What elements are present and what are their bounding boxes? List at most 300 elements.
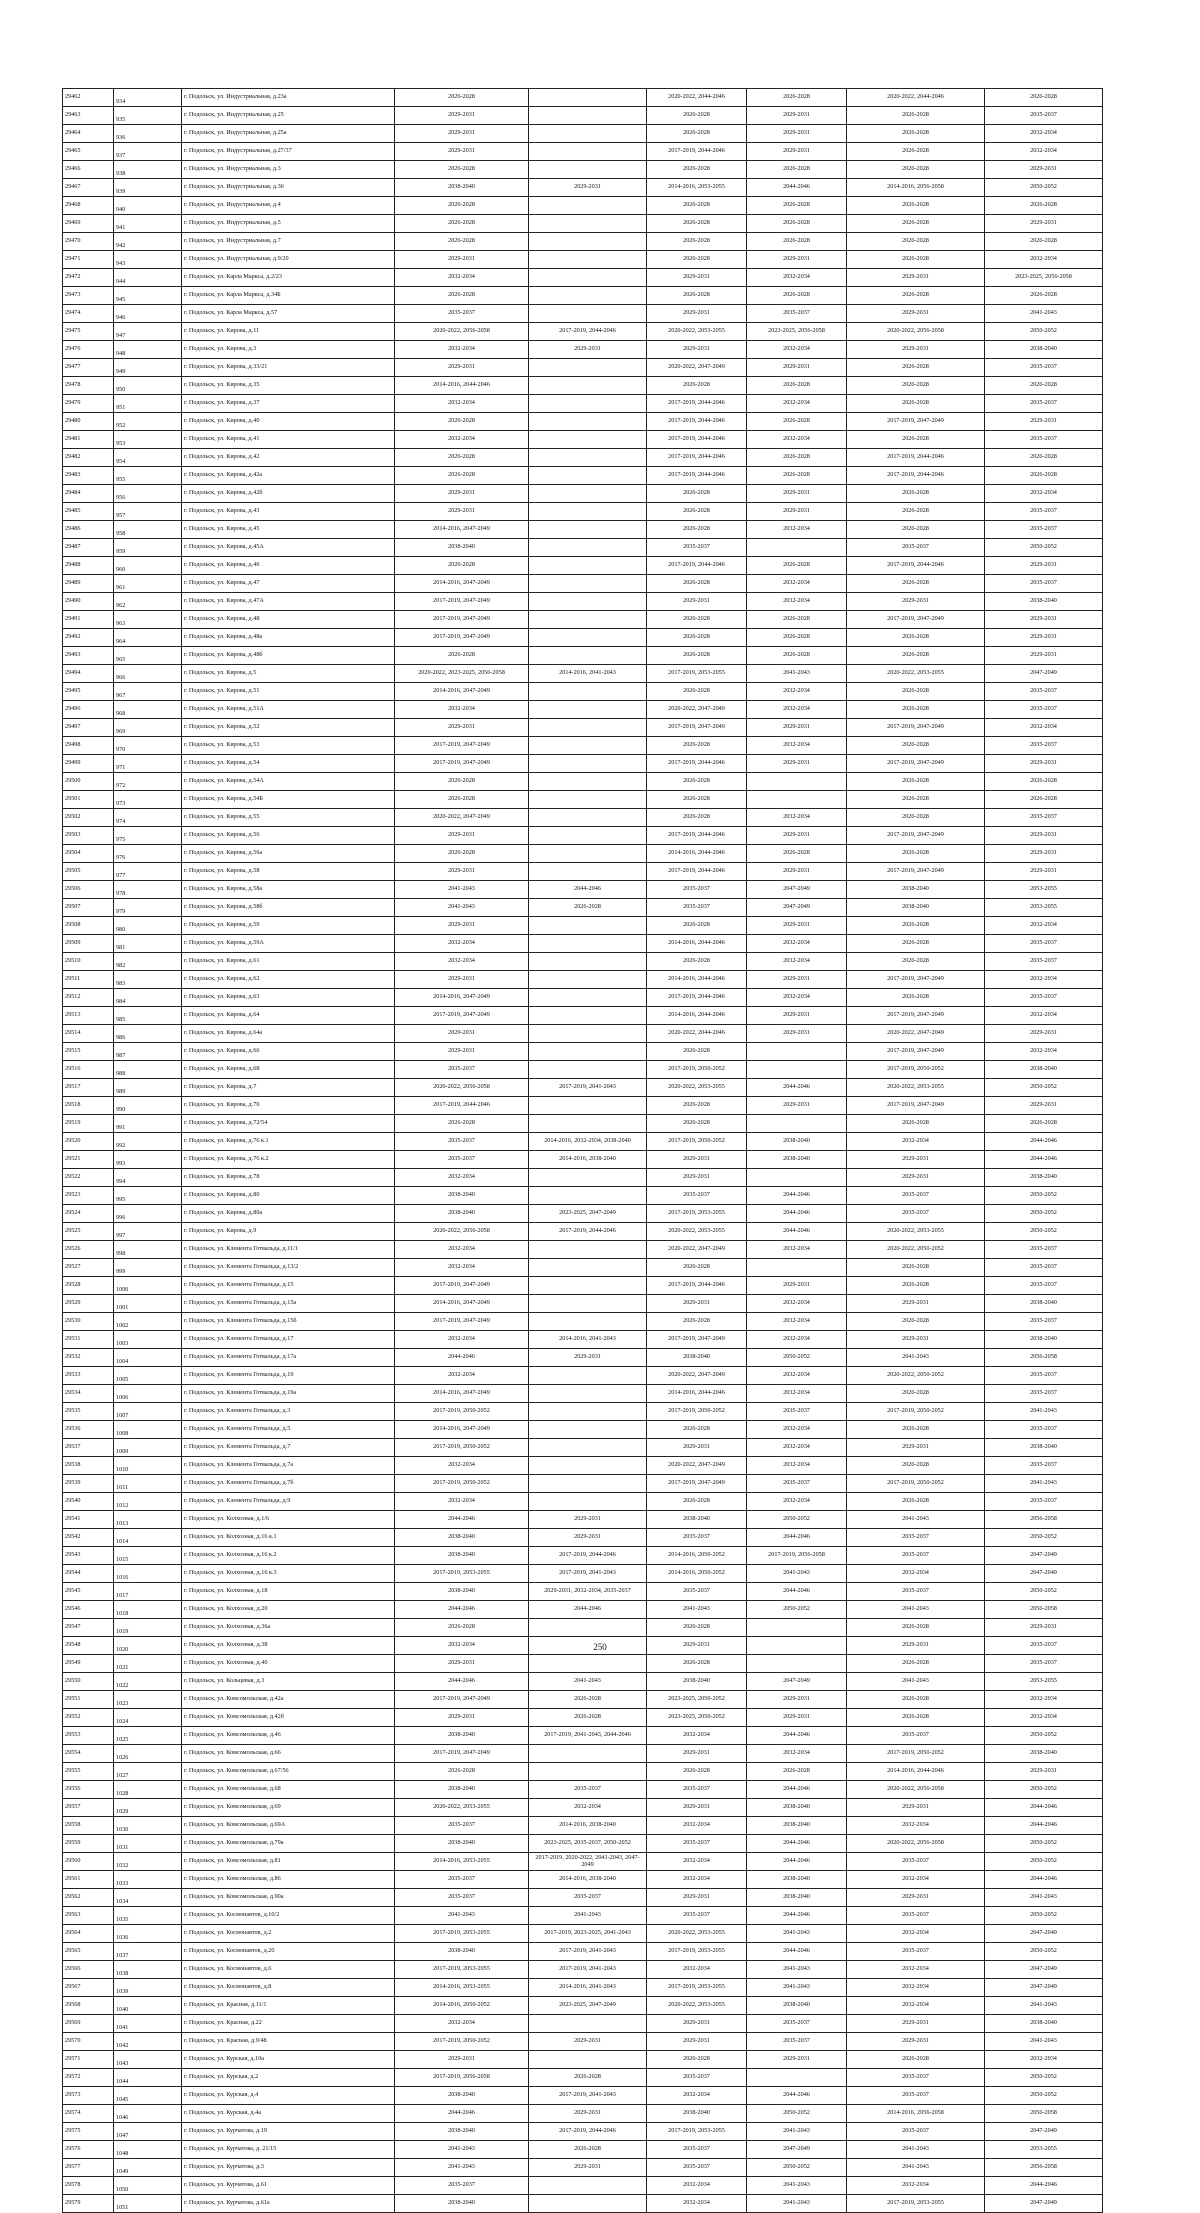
table-cell: 2017-2019, 2047-2049 [847, 755, 985, 773]
table-row [63, 953, 1103, 971]
table-cell: 2035-2037 [647, 2141, 747, 2159]
table-cell: 2032-2034 [747, 1421, 847, 1439]
table-cell: 973 [114, 791, 182, 809]
table-cell: 2029-2031 [847, 2015, 985, 2033]
table-cell: 2026-2028 [395, 1763, 529, 1781]
table-cell: 2035-2037 [395, 1133, 529, 1151]
table-cell: 2044-2046 [529, 881, 647, 899]
table-cell: 2017-2019, 2050-2052 [647, 1061, 747, 1079]
table-cell [747, 539, 847, 557]
table-row [63, 1601, 1103, 1619]
table-cell: 2035-2037 [647, 899, 747, 917]
table-cell: 2026-2028 [395, 845, 529, 863]
table-cell: г. Подольск, ул. Индустриальная, д.5 [182, 215, 395, 233]
table-cell: 2035-2037 [985, 1655, 1103, 1673]
table-cell: 2026-2028 [847, 1115, 985, 1133]
table-cell: 2035-2037 [847, 1529, 985, 1547]
table-row [63, 1547, 1103, 1565]
table-cell [529, 539, 647, 557]
table-cell: 2032-2034 [985, 2051, 1103, 2069]
table-cell: 2038-2040 [395, 1583, 529, 1601]
table-cell: 2032-2034 [395, 935, 529, 953]
table-cell: 2038-2040 [395, 539, 529, 557]
table-cell: г. Подольск, ул. Курская, д.4а [182, 2105, 395, 2123]
table-cell: г. Подольск, ул. Кирова, д.48 [182, 611, 395, 629]
table-cell: 2026-2028 [647, 629, 747, 647]
table-cell: 1032 [114, 1853, 182, 1871]
table-cell: 2044-2046 [747, 1205, 847, 1223]
table-cell [529, 953, 647, 971]
table-cell: 2035-2037 [847, 1727, 985, 1745]
table-cell: 2029-2031 [847, 1295, 985, 1313]
table-cell: 1040 [114, 1997, 182, 2015]
table-cell: 947 [114, 323, 182, 341]
table-cell: г. Подольск, ул. Курчатова, д.61 [182, 2177, 395, 2195]
table-cell [529, 989, 647, 1007]
table-cell: 2026-2028 [847, 1655, 985, 1673]
table-cell: 981 [114, 935, 182, 953]
table-cell [529, 1259, 647, 1277]
table-cell: 2023-2025, 2047-2049 [529, 1997, 647, 2015]
table-cell: 2026-2028 [847, 233, 985, 251]
table-row [63, 323, 1103, 341]
table-cell: 29464 [63, 125, 114, 143]
table-cell: г. Подольск, ул. Клемента Готвальда, д.15 [182, 1277, 395, 1295]
table-cell: г. Подольск, ул. Космонавтов, д.2 [182, 1925, 395, 1943]
table-row [63, 1385, 1103, 1403]
table-row [63, 971, 1103, 989]
table-row [63, 1007, 1103, 1025]
table-cell: 2035-2037 [647, 1907, 747, 1925]
table-cell: 1004 [114, 1349, 182, 1367]
table-cell: 954 [114, 449, 182, 467]
table-cell: 2044-2046 [395, 2105, 529, 2123]
table-cell: 29536 [63, 1421, 114, 1439]
table-cell: 2017-2019, 2044-2046 [647, 395, 747, 413]
table-cell: 29542 [63, 1529, 114, 1547]
table-cell: 2026-2028 [647, 737, 747, 755]
table-cell [747, 1619, 847, 1637]
table-cell [529, 1403, 647, 1421]
table-row [63, 1421, 1103, 1439]
table-cell: 2017-2019, 2047-2049 [395, 1277, 529, 1295]
table-cell: 2032-2034 [747, 1745, 847, 1763]
table-cell: 2038-2040 [747, 1799, 847, 1817]
table-cell: 2017-2019, 2050-2052 [847, 1061, 985, 1079]
table-row [63, 2177, 1103, 2195]
table-row [63, 2033, 1103, 2051]
table-cell: 2041-2043 [747, 1961, 847, 1979]
table-cell: 1031 [114, 1835, 182, 1853]
table-cell: 2026-2028 [847, 1709, 985, 1727]
table-cell: г. Подольск, ул. Колхозная, д.18 [182, 1583, 395, 1601]
table-cell: 2032-2034 [985, 1043, 1103, 1061]
table-cell: 2035-2037 [395, 1871, 529, 1889]
table-cell: 934 [114, 89, 182, 107]
table-cell: 2035-2037 [985, 1637, 1103, 1655]
table-cell: г. Подольск, ул. Кирова, д.61 [182, 953, 395, 971]
table-cell: 1045 [114, 2087, 182, 2105]
table-cell: 29516 [63, 1061, 114, 1079]
table-cell: г. Подольск, ул. Индустриальная, д.4 [182, 197, 395, 215]
table-cell: 2032-2034 [985, 1709, 1103, 1727]
table-cell: 2029-2031 [747, 755, 847, 773]
table-cell: 2029-2031 [647, 1745, 747, 1763]
table-cell: 29529 [63, 1295, 114, 1313]
table-cell: 2017-2019, 2044-2046 [647, 1277, 747, 1295]
table-cell: 29509 [63, 935, 114, 953]
table-cell: 949 [114, 359, 182, 377]
table-cell: 2017-2019, 2044-2046 [847, 557, 985, 575]
table-cell: 2029-2031 [529, 1349, 647, 1367]
table-cell: 2032-2034 [985, 917, 1103, 935]
table-cell: г. Подольск, ул. Кирова, д.48б [182, 647, 395, 665]
table-body [63, 89, 1103, 2213]
table-cell: 2032-2034 [985, 1007, 1103, 1025]
table-row [63, 467, 1103, 485]
table-cell: 2053-2055 [985, 1673, 1103, 1691]
table-cell: 2026-2028 [847, 1385, 985, 1403]
table-cell: г. Подольск, ул. Комсомольская, д.66 [182, 1745, 395, 1763]
table-cell: г. Подольск, ул. Кирова, д.37 [182, 395, 395, 413]
table-row [63, 881, 1103, 899]
table-cell: 2029-2031 [395, 125, 529, 143]
table-cell: 2032-2034 [395, 395, 529, 413]
table-cell: 29568 [63, 1997, 114, 2015]
table-cell: 2047-2049 [747, 1673, 847, 1691]
table-cell: 2035-2037 [847, 1907, 985, 1925]
table-cell: 996 [114, 1205, 182, 1223]
table-cell: 2032-2034 [647, 2087, 747, 2105]
table-cell: 2026-2028 [847, 647, 985, 665]
table-cell: 2041-2043 [395, 899, 529, 917]
table-cell [747, 1259, 847, 1277]
table-cell [747, 1061, 847, 1079]
table-cell: 2029-2031 [747, 2051, 847, 2069]
table-cell: 2014-2016, 2044-2046 [647, 1385, 747, 1403]
table-cell: 2026-2028 [847, 377, 985, 395]
table-cell: 29490 [63, 593, 114, 611]
table-cell: 2026-2028 [395, 215, 529, 233]
table-cell: 2014-2016, 2038-2040 [529, 1817, 647, 1835]
table-cell: г. Подольск, ул. Клемента Готвальда, д.7а [182, 1457, 395, 1475]
table-row [63, 1709, 1103, 1727]
table-cell: 2044-2046 [747, 1583, 847, 1601]
table-cell: г. Подольск, ул. Кирова, д.58а [182, 881, 395, 899]
table-cell: 2029-2031 [985, 1619, 1103, 1637]
table-cell: 2050-2052 [747, 2159, 847, 2177]
table-cell: 2029-2031 [529, 1511, 647, 1529]
table-cell: 29570 [63, 2033, 114, 2051]
table-cell: 2026-2028 [647, 215, 747, 233]
table-cell: 2035-2037 [647, 1835, 747, 1853]
table-cell [529, 683, 647, 701]
table-cell: г. Подольск, ул. Кирова, д.35 [182, 377, 395, 395]
table-cell: 1006 [114, 1385, 182, 1403]
table-cell: 29475 [63, 323, 114, 341]
table-cell: г. Подольск, ул. Карла Маркса, д.57 [182, 305, 395, 323]
table-cell: 2020-2022, 2056-2058 [847, 323, 985, 341]
table-cell: 2056-2058 [985, 1511, 1103, 1529]
table-cell: 2050-2052 [985, 2087, 1103, 2105]
table-cell: 2026-2028 [747, 611, 847, 629]
table-cell: 2014-2016, 2053-2055 [395, 1853, 529, 1871]
table-cell: 2044-2046 [747, 1853, 847, 1871]
table-cell [747, 1169, 847, 1187]
table-row [63, 899, 1103, 917]
table-cell [529, 521, 647, 539]
table-cell: 29503 [63, 827, 114, 845]
table-cell: 2026-2028 [647, 575, 747, 593]
table-cell: 2038-2040 [747, 1997, 847, 2015]
table-cell: 2047-2049 [985, 1979, 1103, 1997]
table-cell: 2038-2040 [395, 2123, 529, 2141]
table-cell: 1021 [114, 1655, 182, 1673]
table-cell: 2029-2031 [985, 611, 1103, 629]
table-cell: 2050-2052 [747, 1601, 847, 1619]
table-cell: г. Подольск, ул. Кирова, д.58б [182, 899, 395, 917]
table-cell: 2029-2031 [647, 341, 747, 359]
table-cell: г. Подольск, ул. Кирова, д.48а [182, 629, 395, 647]
table-cell: 2026-2028 [747, 287, 847, 305]
table-cell: 2029-2031 [985, 863, 1103, 881]
table-cell: 2017-2019, 2041-2043 [529, 1961, 647, 1979]
table-cell: 1024 [114, 1709, 182, 1727]
table-cell: 939 [114, 179, 182, 197]
table-cell [529, 719, 647, 737]
table-cell [529, 1277, 647, 1295]
table-cell: г. Подольск, ул. Клемента Готвальда, д.17 [182, 1331, 395, 1349]
table-cell: 2044-2046 [747, 2087, 847, 2105]
table-cell [529, 107, 647, 125]
table-cell: 2026-2028 [747, 845, 847, 863]
table-cell: 2032-2034 [395, 1331, 529, 1349]
table-cell: 2029-2031 [985, 647, 1103, 665]
table-cell [529, 1763, 647, 1781]
table-cell: 2026-2028 [847, 809, 985, 827]
table-cell: г. Подольск, ул. Клемента Готвальда, д.11/1 [182, 1241, 395, 1259]
table-cell: 2032-2034 [395, 341, 529, 359]
table-cell: 2026-2028 [985, 467, 1103, 485]
table-cell: 2017-2019, 2044-2046 [529, 323, 647, 341]
table-cell: 2038-2040 [395, 1835, 529, 1853]
table-cell: 2017-2019, 2047-2049 [395, 629, 529, 647]
table-cell: 2026-2028 [647, 953, 747, 971]
table-cell [529, 1619, 647, 1637]
table-cell: 2035-2037 [847, 539, 985, 557]
table-cell: 2044-2046 [529, 1601, 647, 1619]
table-cell: 2029-2031 [395, 719, 529, 737]
table-cell: 29520 [63, 1133, 114, 1151]
table-cell: 1027 [114, 1763, 182, 1781]
table-cell: г. Подольск, ул. Индустриальная, д.25а [182, 125, 395, 143]
table-cell [529, 629, 647, 647]
table-cell: 2038-2040 [985, 1295, 1103, 1313]
table-cell: 2026-2028 [847, 161, 985, 179]
table-cell: 2026-2028 [395, 449, 529, 467]
table-cell [529, 1475, 647, 1493]
table-cell: 29552 [63, 1709, 114, 1727]
table-cell: г. Подольск, ул. Космонавтов, д.6 [182, 1961, 395, 1979]
table-row [63, 359, 1103, 377]
table-cell: 2017-2019, 2047-2049 [647, 1331, 747, 1349]
table-cell: 2029-2031 [747, 1097, 847, 1115]
table-cell: г. Подольск, ул. Индустриальная, д.27/37 [182, 143, 395, 161]
table-cell: 29569 [63, 2015, 114, 2033]
table-cell [529, 251, 647, 269]
table-cell: г. Подольск, ул. Курчатова, д.61а [182, 2195, 395, 2213]
table-cell: г. Подольск, ул. Карла Маркса, д.2/23 [182, 269, 395, 287]
table-cell: 2017-2019, 2044-2046 [647, 143, 747, 161]
table-cell: 2026-2028 [985, 1115, 1103, 1133]
table-cell: 2026-2028 [395, 467, 529, 485]
table-cell [747, 1115, 847, 1133]
table-row [63, 1313, 1103, 1331]
table-cell: г. Подольск, ул. Кирова, д.76 к.1 [182, 1133, 395, 1151]
table-row [63, 1673, 1103, 1691]
table-cell: 2029-2031 [847, 1169, 985, 1187]
table-cell: 29470 [63, 233, 114, 251]
table-cell: 2020-2022, 2053-2055 [647, 1223, 747, 1241]
table-cell: 1020 [114, 1637, 182, 1655]
table-cell: 2017-2019, 2044-2046 [647, 413, 747, 431]
table-cell: 2032-2034 [395, 269, 529, 287]
table-cell: 2026-2028 [647, 233, 747, 251]
table-cell [529, 2177, 647, 2195]
table-cell: 2032-2034 [747, 521, 847, 539]
table-cell: 2050-2052 [985, 2069, 1103, 2087]
table-row [63, 1187, 1103, 1205]
table-cell: 2035-2037 [847, 1943, 985, 1961]
table-cell: 1016 [114, 1565, 182, 1583]
table-cell: 2032-2034 [985, 143, 1103, 161]
table-cell: 29578 [63, 2177, 114, 2195]
table-row [63, 863, 1103, 881]
table-cell: 29558 [63, 1817, 114, 1835]
table-cell: 2029-2031 [647, 305, 747, 323]
table-row [63, 1943, 1103, 1961]
table-cell: 2026-2028 [529, 899, 647, 917]
table-cell: 29561 [63, 1871, 114, 1889]
table-cell: 29549 [63, 1655, 114, 1673]
table-cell: 2026-2028 [395, 89, 529, 107]
table-cell: 1002 [114, 1313, 182, 1331]
table-cell: 2029-2031 [529, 341, 647, 359]
table-cell: 993 [114, 1151, 182, 1169]
table-cell: 2041-2043 [985, 1997, 1103, 2015]
table-cell: 2035-2037 [747, 1475, 847, 1493]
table-cell: 2029-2031 [647, 1169, 747, 1187]
table-cell: 960 [114, 557, 182, 575]
table-cell: 2032-2034 [747, 395, 847, 413]
table-cell: 29547 [63, 1619, 114, 1637]
table-cell: 979 [114, 899, 182, 917]
table-row [63, 161, 1103, 179]
table-cell: г. Подольск, ул. Индустриальная, д.23а [182, 89, 395, 107]
table-cell: 2026-2028 [647, 1259, 747, 1277]
table-cell: 2026-2028 [847, 1457, 985, 1475]
table-cell [529, 1385, 647, 1403]
table-row [63, 1763, 1103, 1781]
table-cell: 2035-2037 [985, 521, 1103, 539]
table-cell: г. Подольск, ул. Кирова, д.42а [182, 467, 395, 485]
table-cell: 1047 [114, 2123, 182, 2141]
table-row [63, 701, 1103, 719]
table-cell: 2017-2019, 2047-2049 [847, 1097, 985, 1115]
table-cell: 2038-2040 [647, 1349, 747, 1367]
table-cell: 2038-2040 [395, 1187, 529, 1205]
table-cell: 2029-2031 [529, 2105, 647, 2123]
table-cell [529, 89, 647, 107]
table-cell: г. Подольск, ул. Кирова, д.54Б [182, 791, 395, 809]
table-cell: 2014-2016, 2056-2058 [847, 179, 985, 197]
table-cell: 29534 [63, 1385, 114, 1403]
table-cell: 2017-2019, 2053-2055 [395, 1565, 529, 1583]
table-cell: 2032-2034 [847, 1565, 985, 1583]
table-cell: 29465 [63, 143, 114, 161]
table-cell: 2032-2034 [647, 1817, 747, 1835]
table-cell: 29566 [63, 1961, 114, 1979]
table-cell: 2050-2052 [985, 1853, 1103, 1871]
table-cell: 2017-2019, 2047-2049 [847, 1007, 985, 1025]
table-cell: 2050-2052 [985, 323, 1103, 341]
table-cell: 2029-2031 [395, 827, 529, 845]
table-cell: 2035-2037 [985, 989, 1103, 1007]
table-cell: 966 [114, 665, 182, 683]
table-cell: 2029-2031 [985, 1025, 1103, 1043]
table-cell: 2026-2028 [529, 1691, 647, 1709]
table-row [63, 557, 1103, 575]
table-row [63, 1835, 1103, 1853]
table-cell: 29513 [63, 1007, 114, 1025]
table-cell: 2026-2028 [647, 917, 747, 935]
table-cell: г. Подольск, ул. Индустриальная, д.25 [182, 107, 395, 125]
table-cell: 2017-2019, 2047-2049 [847, 719, 985, 737]
table-row [63, 1115, 1103, 1133]
table-cell: г. Подольск, ул. Комсомольская, д.42а [182, 1691, 395, 1709]
table-cell: 2023-2025, 2050-2052 [647, 1709, 747, 1727]
table-cell: 1000 [114, 1277, 182, 1295]
table-cell: 29575 [63, 2123, 114, 2141]
table-cell: 2017-2019, 2023-2025, 2041-2043 [529, 1925, 647, 1943]
table-cell: 2032-2034 [985, 251, 1103, 269]
table-cell: 961 [114, 575, 182, 593]
table-cell: г. Подольск, ул. Кирова, д.41 [182, 431, 395, 449]
table-cell: 2026-2028 [647, 1493, 747, 1511]
table-cell: 2014-2016, 2032-2034, 2038-2040 [529, 1133, 647, 1151]
table-cell: 2020-2022, 2047-2049 [847, 1025, 985, 1043]
table-cell: 29499 [63, 755, 114, 773]
table-cell: 1029 [114, 1799, 182, 1817]
table-cell: 2014-2016, 2041-2043 [529, 1979, 647, 1997]
table-cell: 2050-2052 [985, 1187, 1103, 1205]
table-cell: 2029-2031 [647, 2015, 747, 2033]
table-cell: 2020-2022, 2044-2046 [847, 89, 985, 107]
table-cell: 2035-2037 [747, 1403, 847, 1421]
table-cell: 1003 [114, 1331, 182, 1349]
table-cell: 2020-2022, 2053-2055 [647, 323, 747, 341]
table-cell: г. Подольск, ул. Курчатова, д.19 [182, 2123, 395, 2141]
table-cell: 2026-2028 [647, 1763, 747, 1781]
table-cell: 1007 [114, 1403, 182, 1421]
table-row [63, 1457, 1103, 1475]
table-cell: 2026-2028 [747, 629, 847, 647]
table-cell: 986 [114, 1025, 182, 1043]
table-cell: 2017-2019, 2044-2046 [529, 2123, 647, 2141]
table-cell: 29517 [63, 1079, 114, 1097]
table-cell: г. Подольск, ул. Колхозная, д.16 к.2 [182, 1547, 395, 1565]
table-cell: 29463 [63, 107, 114, 125]
